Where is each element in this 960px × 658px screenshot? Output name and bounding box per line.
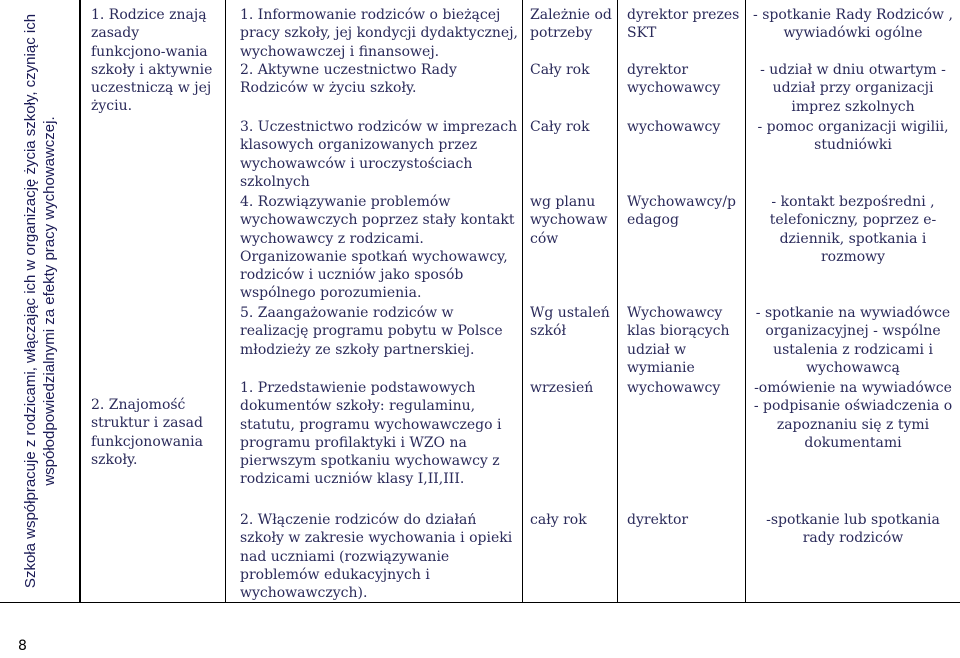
- who-cell: dyrektor wychowawcy: [627, 62, 721, 97]
- when-cell: wrzesień: [530, 380, 594, 396]
- how-cell: - spotkanie Rady Rodziców , wywiadówki ogólne: [753, 7, 953, 42]
- how-cell: -omówienie na wywiadówce - podpisanie oświadczenia o zapoznaniu się z tymi dokumentami: [753, 380, 953, 451]
- task-cell: 2. Aktywne uczestnictwo Rady Rodziców w życiu szkoły.: [240, 62, 457, 97]
- vertical-title-cell: [0, 0, 80, 603]
- vertical-title: Szkoła współpracuje z rodzicami, włączając ich w organizację życia szkoły, czyniąc ich współodpowiedzialnymi za efekty pracy wychowawczej.: [22, 13, 58, 589]
- how-cell: -spotkanie lub spotkania rady rodziców: [766, 512, 940, 547]
- task-cell: 3. Uczestnictwo rodziców w imprezach klasowych organizowanych przez wychowawców i uroczystościach szkolnych: [240, 119, 518, 190]
- who-cell: Wychowawcy klas biorących udział w wymianie: [627, 305, 730, 376]
- goal-2: 2. Znajomość struktur i zasad funkcjonowania szkoły.: [91, 397, 203, 468]
- how-cell: - udział w dniu otwartym - udział przy organizacji imprez szkolnych: [760, 62, 946, 115]
- when-cell: Zależnie od potrzeby: [530, 7, 612, 42]
- who-cell: Wychowawcy/p edagog: [627, 194, 737, 229]
- how-cell: - kontakt bezpośredni , telefoniczny, poprzez e-dziennik, spotkania i rozmowy: [769, 194, 937, 265]
- divider: [522, 0, 523, 603]
- when-cell: Wg ustaleń szkół: [530, 305, 610, 340]
- divider: [617, 0, 618, 603]
- how-cell: - pomoc organizacji wigilii, studniówki: [757, 119, 949, 154]
- goal-1: 1. Rodzice znają zasady funkcjono-wania szkoły i aktywnie uczestniczą w jej życiu.: [91, 7, 213, 115]
- who-cell: dyrektor prezes SKT: [627, 7, 740, 42]
- task-cell: 1. Przedstawienie podstawowych dokumentów szkoły: regulaminu, statutu, programu wychowawczego i programu profilaktyki i WZO na pierwszym spotkaniu wychowawcy z rodzicami uczniów klasy I,II,III.: [240, 380, 502, 488]
- task-cell: 2. Włączenie rodziców do działań szkoły w zakresie wychowania i opieki nad uczniami (rozwiązywanie problemów edukacyjnych i wychowawczych).: [240, 512, 513, 602]
- who-cell: wychowawcy: [627, 119, 721, 135]
- who-cell: wychowawcy: [627, 380, 721, 396]
- who-cell: dyrektor: [627, 512, 689, 528]
- when-cell: Cały rok: [530, 119, 590, 135]
- how-cell: - spotkanie na wywiadówce organizacyjnej - wspólne ustalenia z rodzicami i wychowawcą: [755, 305, 951, 376]
- divider: [225, 0, 226, 603]
- when-cell: cały rok: [530, 512, 587, 528]
- when-cell: Cały rok: [530, 62, 590, 78]
- when-cell: wg planu wychowaw ców: [530, 194, 608, 247]
- divider: [80, 0, 81, 603]
- task-cell: 5. Zaangażowanie rodziców w realizację programu pobytu w Polsce młodzieży ze szkoły partnerskiej.: [240, 305, 503, 358]
- page-number: 8: [18, 638, 27, 654]
- task-cell: 1. Informowanie rodziców o bieżącej pracy szkoły, jej kondycji dydaktycznej, wychowawczej i finansowej.: [240, 7, 518, 60]
- divider: [745, 0, 746, 603]
- task-cell: 4. Rozwiązywanie problemów wychowawczych poprzez stały kontakt wychowawcy z rodzicami. Organizowanie spotkań wychowawcy, rodziców i uczniów jako sposób wspólnego porozumienia.: [240, 194, 515, 302]
